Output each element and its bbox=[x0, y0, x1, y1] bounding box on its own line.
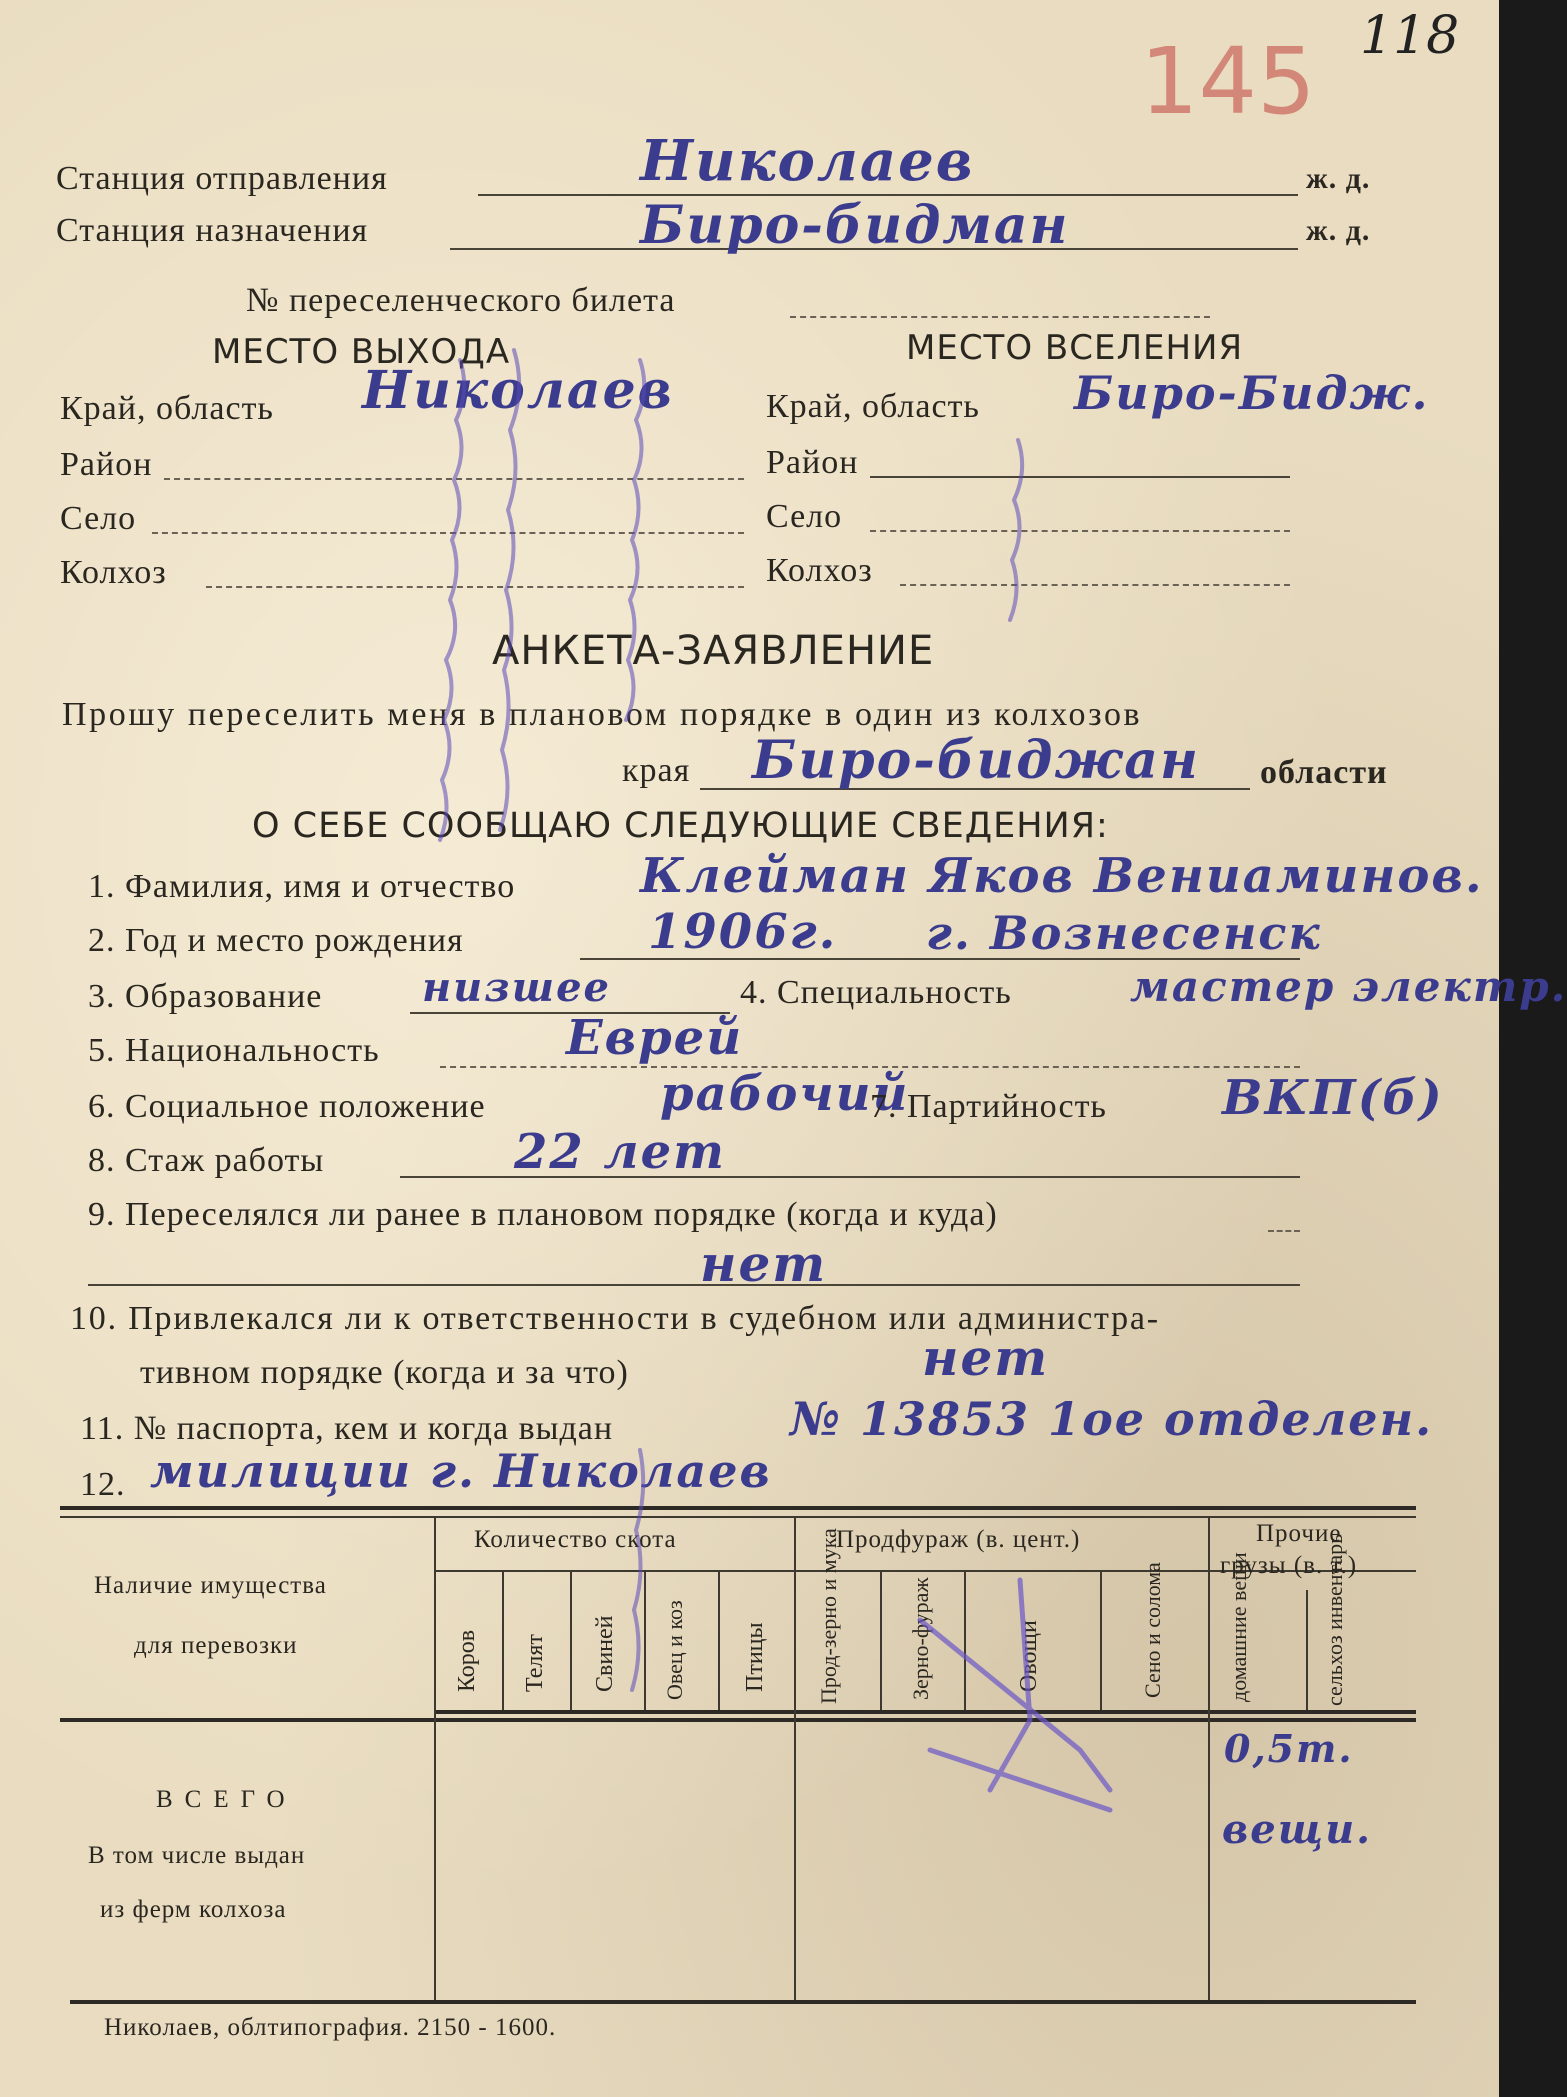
table-col-sheep-goats: Овец и коз bbox=[662, 1600, 687, 1700]
destination-heading: МЕСТО ВСЕЛЕНИЯ bbox=[906, 328, 1244, 368]
table-row-header-1: Наличие имущества bbox=[94, 1572, 327, 1599]
field-social-value: рабочий bbox=[660, 1066, 910, 1122]
field-specialty-label: 4. Специальность bbox=[740, 974, 1012, 1011]
origin-village-label: Село bbox=[60, 500, 137, 537]
table-col-household: домашние вещи bbox=[1226, 1552, 1251, 1702]
destination-station-label: Станция назначения bbox=[56, 212, 369, 249]
table-col-vegetables: Овощи bbox=[1016, 1620, 1042, 1692]
table-total-label: ВСЕГО bbox=[156, 1786, 297, 1813]
field-birth-label: 2. Год и место рождения bbox=[88, 922, 464, 959]
about-heading: О СЕБЕ СООБЩАЮ СЛЕДУЮЩИЕ СВЕДЕНИЯ: bbox=[252, 806, 1109, 846]
field-liability-value: нет bbox=[922, 1328, 1050, 1387]
origin-heading: МЕСТО ВЫХОДА bbox=[212, 332, 511, 372]
field-passport-value: № 13853 1ое отделен. bbox=[790, 1392, 1434, 1446]
table-col-pigs: Свиней bbox=[592, 1615, 618, 1692]
field-fullname-value: Клейман Яков Вениаминов. bbox=[640, 848, 1484, 904]
form-title: АНКЕТА-ЗАЯВЛЕНИЕ bbox=[492, 628, 935, 674]
table-col-calves: Телят bbox=[522, 1634, 548, 1692]
field-experience-value: 22 лет bbox=[514, 1124, 726, 1180]
field-experience-label: 8. Стаж работы bbox=[88, 1142, 325, 1179]
footer-print-info: Николаев, облтипография. 2150 - 1600. bbox=[104, 2014, 557, 2041]
destination-village-label: Село bbox=[766, 498, 843, 535]
field-specialty-value: мастер электр. bbox=[1130, 962, 1567, 1011]
field-12-value: милиции г. Николаев bbox=[150, 1444, 772, 1498]
departure-station-value: Николаев bbox=[640, 128, 975, 194]
origin-kolkhoz-label: Колхоз bbox=[60, 554, 167, 591]
table-group-fodder: Продфураж (в. цент.) bbox=[836, 1526, 1081, 1553]
departure-rail-suffix: ж. д. bbox=[1306, 162, 1371, 195]
ticket-label: № переселенческого билета bbox=[246, 282, 676, 319]
field-12-label: 12. bbox=[80, 1466, 126, 1503]
field-resettled-value: нет bbox=[700, 1234, 828, 1293]
table-col-poultry: Птицы bbox=[742, 1622, 768, 1692]
table-kolkhoz-line-1: В том числе выдан bbox=[88, 1842, 306, 1869]
field-liability-label-2: тивном порядке (когда и за что) bbox=[140, 1354, 629, 1391]
table-row-header-2: для перевозки bbox=[134, 1632, 298, 1659]
field-nationality-value: Еврей bbox=[566, 1010, 744, 1066]
field-birth-place: г. Вознесенск bbox=[926, 906, 1322, 960]
field-education-value: низшее bbox=[422, 964, 611, 1011]
table-col-hay-straw: Сено и солома bbox=[1140, 1562, 1165, 1698]
request-kraya: края bbox=[622, 752, 691, 789]
origin-district-label: Район bbox=[60, 446, 153, 483]
table-group-livestock: Количество скота bbox=[474, 1526, 677, 1553]
destination-region-label: Край, область bbox=[766, 388, 980, 425]
request-oblasti: области bbox=[1260, 754, 1388, 791]
field-party-value: ВКП(б) bbox=[1222, 1070, 1444, 1126]
table-household-total: 0,5т. bbox=[1224, 1726, 1354, 1771]
destination-station-value: Биро-бидман bbox=[640, 195, 1070, 256]
table-group-other-1: Прочие bbox=[1256, 1520, 1342, 1547]
field-birth-year: 1906г. bbox=[648, 904, 838, 960]
destination-region-value: Биро-Бидж. bbox=[1074, 366, 1430, 420]
table-group-other-2: грузы (в. т.) bbox=[1220, 1552, 1358, 1579]
page-number: 118 bbox=[1360, 6, 1460, 66]
origin-region-value: Николаев bbox=[362, 360, 674, 421]
request-line: Прошу переселить меня в плановом порядке в один из колхозов bbox=[62, 696, 1143, 733]
field-resettled-label: 9. Переселялся ли ранее в плановом порядке (когда и куда) bbox=[88, 1196, 998, 1233]
field-education-label: 3. Образование bbox=[88, 978, 323, 1015]
departure-station-label: Станция отправления bbox=[56, 160, 388, 197]
field-social-label: 6. Социальное положение bbox=[88, 1088, 486, 1125]
destination-rail-suffix: ж. д. bbox=[1306, 214, 1371, 247]
table-household-note: вещи. bbox=[1222, 1806, 1373, 1853]
field-nationality-label: 5. Национальность bbox=[88, 1032, 380, 1069]
table-kolkhoz-line-2: из ферм колхоза bbox=[100, 1896, 287, 1923]
field-liability-label-1: 10. Привлекался ли к ответственности в судебном или администра- bbox=[70, 1300, 1160, 1337]
destination-district-label: Район bbox=[766, 444, 859, 481]
destination-kolkhoz-label: Колхоз bbox=[766, 552, 873, 589]
table-col-grain-fodder: Зерно-фураж bbox=[908, 1577, 933, 1700]
stamp-number: 145 bbox=[1140, 28, 1316, 135]
origin-region-label: Край, область bbox=[60, 390, 274, 427]
field-fullname-label: 1. Фамилия, имя и отчество bbox=[88, 868, 516, 905]
field-party-label: 7. Партийность bbox=[870, 1088, 1107, 1125]
table-col-cows: Коров bbox=[454, 1629, 480, 1692]
field-passport-label: 11. № паспорта, кем и когда выдан bbox=[80, 1410, 614, 1447]
table-col-grain-flour: Прод-зерно и мука bbox=[816, 1528, 841, 1704]
request-region-value: Биро-биджан bbox=[752, 730, 1200, 791]
table-col-farm-tools: сельхоз инвентарь bbox=[1322, 1533, 1347, 1706]
